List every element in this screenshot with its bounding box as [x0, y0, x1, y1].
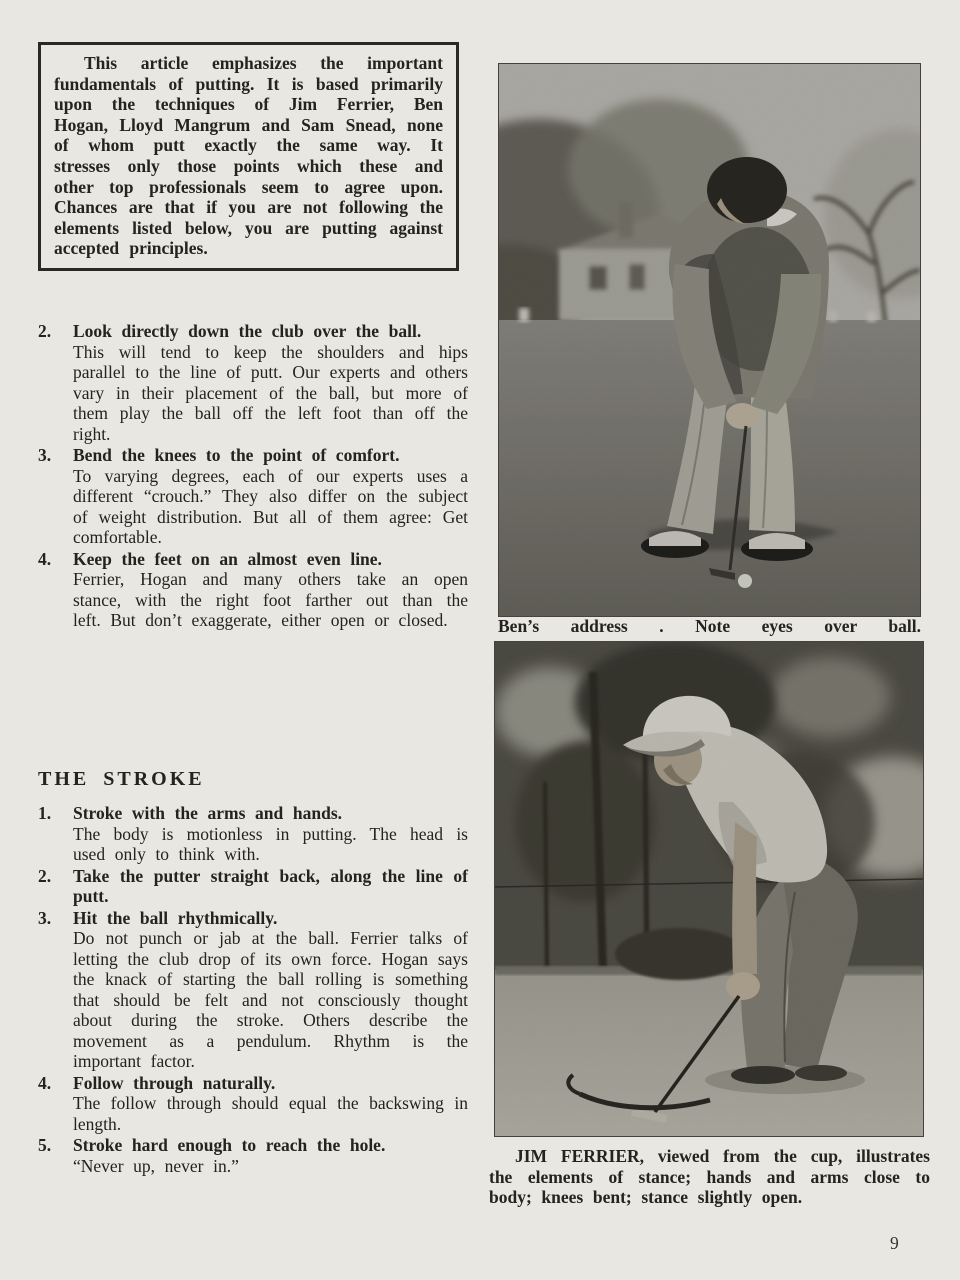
list-item	[38, 803, 468, 865]
item-heading: Look directly down the club over the ball.	[73, 321, 422, 341]
photo-caption-ferrier: JIM FERRIER, viewed from the cup, illustrates the elements of stance; hands and arms close to body; knees bent; stance slightly open.	[489, 1146, 930, 1208]
item-heading: Stroke with the arms and hands.	[73, 803, 343, 823]
photo-jim-ferrier	[494, 641, 924, 1137]
intro-text: This article emphasizes the important fundamentals of putting. It is based primarily upon the techniques of Jim Ferrier, Ben Hogan, Lloyd Mangrum and Sam Snead, none of whom putt exactly the same way. It stresses only those points which these and other top professionals seem to agree upon. Chances are that if you are not following the elements listed below, you are putting against accepted principles.	[54, 53, 443, 259]
photo-caption-ben: Ben’s address . Note eyes over ball.	[498, 616, 921, 636]
item-body: The body is motionless in putting. The head is used only to think with.	[73, 823, 468, 864]
list-item	[38, 908, 468, 1072]
list-item	[38, 321, 468, 444]
item-number: 3.	[38, 907, 52, 928]
item-number: 5.	[38, 1135, 52, 1155]
item-number: 2.	[38, 865, 52, 886]
photo-ben-hogan	[498, 63, 921, 617]
stance-list	[38, 321, 468, 632]
item-heading: Bend the knees to the point of comfort.	[73, 445, 400, 465]
list-item	[38, 866, 468, 907]
item-heading: Take the putter straight back, along the line of putt.	[73, 865, 468, 906]
item-number: 1.	[38, 803, 52, 823]
item-body: This will tend to keep the shoulders and hips parallel to the line of putt. Our experts and others vary in their placement of the ball, but more of them play the ball off the left foot than off the right.	[73, 341, 468, 444]
stroke-list	[38, 803, 468, 1177]
intro-box	[38, 42, 459, 271]
page-number: 9	[890, 1233, 899, 1253]
item-heading: Stroke hard enough to reach the hole.	[73, 1135, 386, 1155]
item-number: 2.	[38, 321, 52, 341]
jim-ferrier-illustration	[495, 642, 923, 1136]
list-item	[38, 1073, 468, 1135]
item-body: The follow through should equal the backswing in length.	[73, 1093, 468, 1134]
item-body: “Never up, never in.”	[73, 1155, 239, 1176]
stroke-section-heading: THE STROKE	[38, 768, 205, 790]
item-number: 4.	[38, 548, 52, 569]
ben-hogan-illustration	[499, 64, 920, 616]
list-item	[38, 445, 468, 548]
photo-grain	[495, 642, 923, 1136]
item-heading: Follow through naturally.	[73, 1072, 276, 1093]
item-number: 4.	[38, 1072, 52, 1093]
list-item	[38, 1135, 468, 1176]
item-heading: Keep the feet on an almost even line.	[73, 548, 382, 569]
item-body: Ferrier, Hogan and many others take an open stance, with the right foot farther out than the left. But don’t exaggerate, either open or closed.	[73, 569, 468, 630]
list-item	[38, 549, 468, 631]
item-body: Do not punch or jab at the ball. Ferrier talks of letting the club drop of its own force. Hogan says the knack of starting the ball rolling is something that should be felt and not consciously thought about during the stroke. Others describe the movement as a pendulum. Rhythm is the important factor.	[73, 928, 468, 1071]
item-number: 3.	[38, 445, 52, 465]
photo-grain	[499, 64, 920, 616]
item-body: To varying degrees, each of our experts uses a different “crouch.” They also differ on the subject of weight distribution. But all of them agree: Get comfortable.	[73, 465, 468, 547]
item-heading: Hit the ball rhythmically.	[73, 907, 278, 928]
